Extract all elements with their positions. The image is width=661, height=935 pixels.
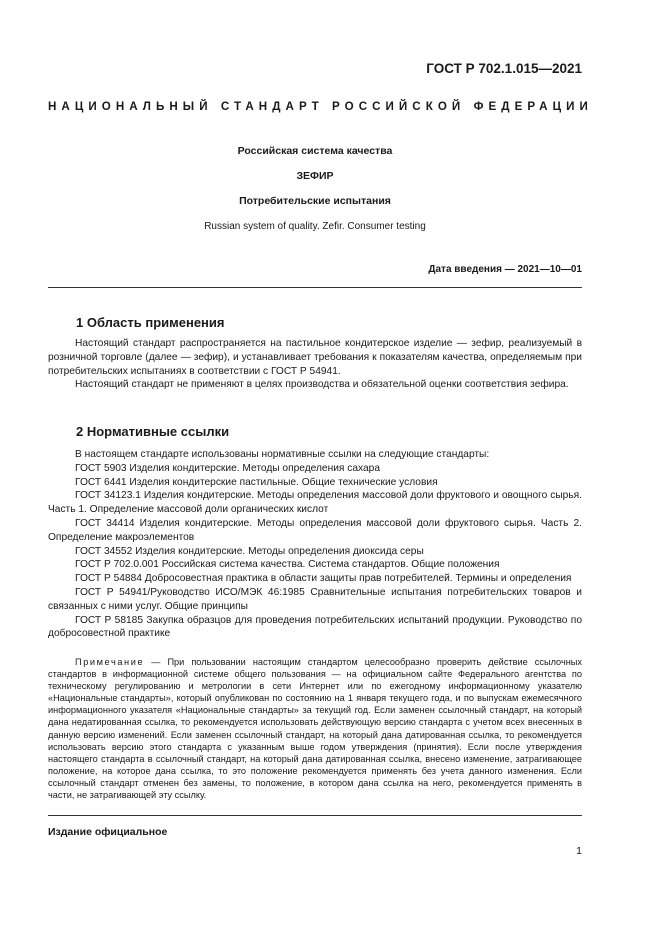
reference-item: ГОСТ Р 54884 Добросовестная практика в области защиты прав потребителей. Термины и определения (75, 573, 572, 585)
reference-item: ГОСТ Р 54941/Руководство ИСО/МЭК 46:1985 Сравнительные испытания потребительских товаров и связанных с ними услуг. Общие принципы (48, 586, 582, 612)
reference-item: ГОСТ 5903 Изделия кондитерские. Методы определения сахара (75, 462, 380, 474)
paragraph: Настоящий стандарт не применяют в целях производства и обязательной оценки соответствия зефира. (75, 379, 569, 391)
page-number: 1 (576, 845, 582, 857)
paragraph: В настоящем стандарте использованы нормативные ссылки на следующие стандарты: (75, 449, 490, 460)
reference-item: ГОСТ 6441 Изделия кондитерские пастильные. Общие технические условия (75, 476, 438, 488)
section-2-body (48, 448, 582, 641)
section-1-heading: 1 Область применения (76, 315, 225, 330)
note (48, 656, 582, 801)
section-2-heading: 2 Нормативные ссылки (76, 424, 230, 439)
divider (48, 287, 582, 288)
reference-item: ГОСТ 34414 Изделия кондитерские. Методы определения массовой доли фруктового сырья. Часть 2. Определение макроэлементов (48, 517, 582, 543)
reference-item: ГОСТ Р 702.0.001 Российская система качества. Система стандартов. Общие положения (75, 559, 500, 571)
note-text: — При пользовании настоящим стандартом целесообразно проверить действие ссылочных стандартов в информационной системе общего пользования — на официальном сайте Федерального агентства по техническому регулированию и метрологии в сети Интернет или по ежегодному информационному указателю «Национальные стандарты», который опубликован по состоянию на 1 января текущего года, и по выпускам ежемесячного информационного указателя «Национальные стандарты» за текущий год. Если заменен ссылочный стандарт, на который дана недатированная ссылка, то рекомендуется использовать действующую версию стандарта с учетом всех внесенных в данную версию изменений. Если заменен ссылочный стандарт, на который дана датированная ссылка, то рекомендуется использовать версию этого стандарта с указанным выше годом утверждения (принятия). Если после утверждения настоящего стандарта в ссылочный стандарт, на который дана датированная ссылка, внесено изменение, затрагивающее положение, на которое дана ссылка, то это положение рекомендуется применять без учета данного изменения. Если ссылочный стандарт отменен без замены, то положение, в котором дана ссылка на него, рекомендуется применять в части, не затрагивающей эту ссылку. (48, 657, 582, 801)
product-name: ЗЕФИР (296, 170, 334, 182)
national-standard-title: НАЦИОНАЛЬНЫЙ СТАНДАРТ РОССИЙСКОЙ ФЕДЕРАЦИИ (48, 100, 593, 113)
gost-code: ГОСТ Р 702.1.015—2021 (426, 61, 582, 76)
official-edition-label: Издание официальное (48, 826, 168, 838)
paragraph: Настоящий стандарт распространяется на пастильное кондитерское изделие — зефир, реализуемый в розничной торговле (далее — зефир), и устанавливает требования к показателям качества, определяемым при потребительских испытаниях в соответствии с ГОСТ Р 54941. (48, 338, 582, 377)
reference-item: ГОСТ Р 58185 Закупка образцов для проведения потребительских испытаний продукции. Руководство по добросовестной практике (48, 614, 582, 640)
document-subtitle: Потребительские испытания (239, 195, 391, 207)
note-label: Примечание (75, 657, 145, 667)
reference-item: ГОСТ 34123.1 Изделия кондитерские. Методы определения массовой доли фруктового и овощного сырья. Часть 1. Определение массовой доли органических кислот (48, 490, 582, 516)
english-title: Russian system of quality. Zefir. Consumer testing (204, 221, 426, 232)
reference-item: ГОСТ 34552 Изделия кондитерские. Методы определения диоксида серы (75, 545, 424, 557)
footer-divider (48, 815, 582, 816)
introduction-date: Дата введения — 2021—10—01 (428, 264, 582, 275)
section-1-body (48, 337, 582, 392)
quality-system-title: Российская система качества (237, 145, 393, 157)
